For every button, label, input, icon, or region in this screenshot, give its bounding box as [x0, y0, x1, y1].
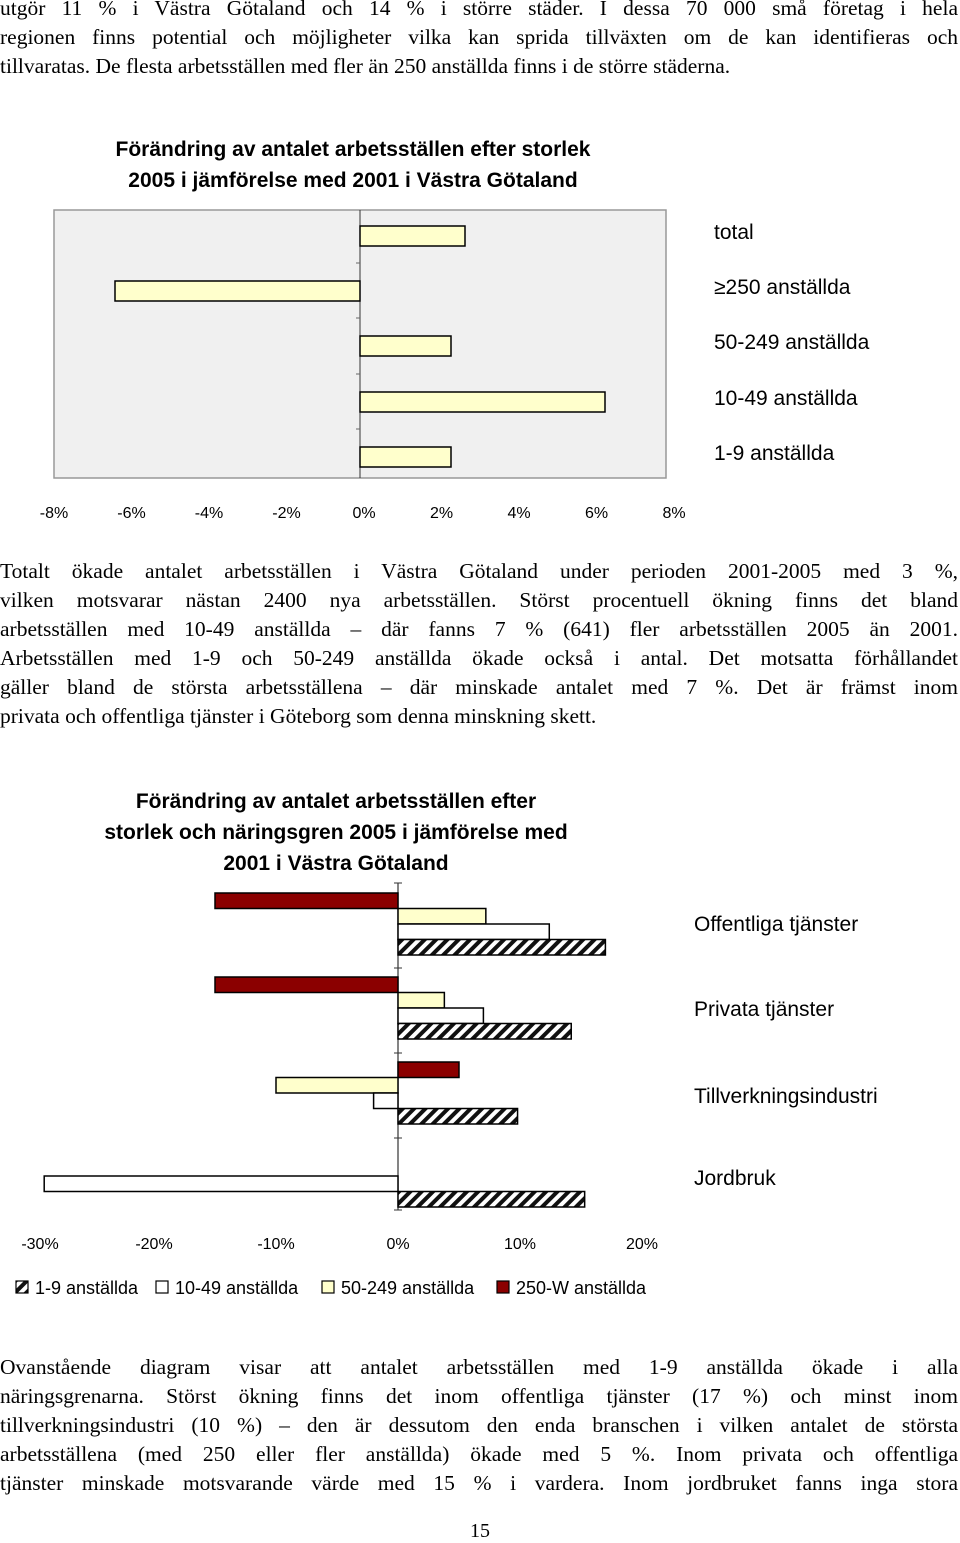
category-label: ≥250 anställda — [714, 276, 851, 299]
chart1-size-change — [0, 200, 960, 530]
bar-0-1 — [398, 909, 486, 925]
text-line: utgör 11 % i Västra Götaland och 14 % i större städer. I dessa 70 000 små företag i hela — [0, 0, 958, 20]
chart1-title — [40, 134, 666, 196]
x-tick-label: -30% — [21, 1236, 59, 1253]
body-paragraph-3 — [0, 1353, 958, 1498]
bar-1-0 — [215, 977, 398, 993]
page-number: 15 — [470, 1520, 490, 1542]
text-line: tillvaratas. De flesta arbetsställen med fler än 250 anställda finns i de större städerna. — [0, 54, 731, 78]
chart2-title-line: Förändring av antalet arbetsställen efter — [135, 790, 537, 813]
category-label: 50-249 anställda — [714, 331, 870, 354]
bar-2-2 — [374, 1093, 398, 1109]
text-line: arbetsställena (med 250 eller fler anställda) ökade med 5 %. Inom privata och offentliga — [0, 1442, 958, 1466]
bar-2-3 — [398, 1109, 518, 1125]
x-tick-label: 6% — [584, 505, 609, 522]
body-paragraph-2 — [0, 557, 958, 731]
bar-1-2 — [398, 1008, 483, 1024]
x-tick-label: -8% — [39, 505, 69, 522]
x-tick-label: 0% — [352, 505, 376, 522]
x-tick-label: -2% — [272, 505, 301, 522]
category-label: Privata tjänster — [694, 998, 835, 1021]
x-tick-label: 2% — [429, 505, 454, 522]
x-tick-label: 20% — [625, 1236, 659, 1253]
text-line: Totalt ökade antalet arbetsställen i Västra Götaland under perioden 2001-2005 med 3 %, — [0, 559, 958, 583]
chart2-industry-size-change — [0, 875, 960, 1305]
legend-swatch — [322, 1281, 334, 1293]
chart1-title-line: 2005 i jämförelse med 2001 i Västra Götaland — [128, 169, 578, 192]
category-label: Tillverkningsindustri — [694, 1085, 878, 1108]
legend-swatch — [156, 1281, 168, 1293]
bar-3 — [360, 392, 605, 412]
x-tick-label: -20% — [135, 1236, 173, 1253]
bar-0-3 — [398, 940, 605, 956]
x-tick-label: 4% — [507, 505, 531, 522]
x-tick-label: 8% — [662, 505, 686, 522]
category-label: 1-9 anställda — [714, 442, 835, 465]
legend-label: 50-249 anställda — [341, 1278, 475, 1298]
bar-2 — [360, 336, 451, 356]
x-tick-label: -4% — [194, 505, 224, 522]
category-label: 10-49 anställda — [714, 387, 858, 410]
bar-0-2 — [398, 924, 549, 940]
category-label: Jordbruk — [694, 1167, 776, 1190]
x-tick-label: -6% — [117, 505, 146, 522]
intro-paragraph — [0, 0, 958, 81]
legend-swatch — [16, 1281, 28, 1293]
text-line: arbetsställen med 10-49 anställda – där fanns 7 % (641) fler arbetsställen 2005 än 2001. — [0, 617, 958, 641]
text-line: näringsgrenarna. Störst ökning finns det inom offentliga tjänster (17 %) och minst inom — [0, 1384, 958, 1408]
text-line: privata och offentliga tjänster i Göteborg som denna minskning skett. — [0, 704, 597, 728]
text-line: tjänster minskade motsvarande värde med 15 % i vardera. Inom jordbruket fanns inga stora — [0, 1471, 958, 1495]
bar-1-3 — [398, 1024, 571, 1040]
text-line: regionen finns potential och möjligheter vilka kan sprida tillväxten om de kan identifieras och — [0, 25, 958, 49]
category-label: Offentliga tjänster — [694, 913, 859, 936]
bar-4 — [360, 447, 451, 467]
legend-label: 10-49 anställda — [175, 1278, 299, 1298]
bar-3-2 — [44, 1176, 398, 1192]
legend-label: 1-9 anställda — [35, 1278, 139, 1298]
chart2-title-line: storlek och näringsgren 2005 i jämförelse med — [104, 821, 568, 844]
chart2-title-line: 2001 i Västra Götaland — [223, 852, 449, 875]
legend-swatch — [497, 1281, 509, 1293]
bar-0 — [360, 226, 465, 246]
text-line: vilken motsvarar nästan 2400 nya arbetsställen. Störst procentuell ökning finns det bland — [0, 588, 958, 612]
chart1-title-line: Förändring av antalet arbetsställen efter storlek — [115, 138, 591, 161]
text-line: tillverkningsindustri (10 %) – den är dessutom den enda branschen i vilken antalet de största — [0, 1413, 958, 1437]
text-line: Arbetsställen med 1-9 och 50-249 anställda ökade också i antal. Det motsatta förhållandet — [0, 646, 958, 670]
bar-2-1 — [276, 1078, 398, 1094]
category-label: total — [714, 221, 754, 244]
bar-2-0 — [398, 1062, 459, 1078]
bar-3-3 — [398, 1192, 585, 1208]
x-tick-label: 0% — [386, 1236, 410, 1253]
chart2-title — [36, 786, 636, 879]
text-line: gäller bland de största arbetsställena – där minskade antalet med 7 %. Det är främst inom — [0, 675, 958, 699]
x-tick-label: -10% — [257, 1236, 295, 1253]
bar-1-1 — [398, 993, 444, 1009]
legend-label: 250-W anställda — [516, 1278, 647, 1298]
bar-1 — [115, 281, 360, 301]
bar-0-0 — [215, 893, 398, 909]
x-tick-label: 10% — [503, 1236, 537, 1253]
text-line: Ovanstående diagram visar att antalet arbetsställen med 1-9 anställda ökade i alla — [0, 1355, 958, 1379]
